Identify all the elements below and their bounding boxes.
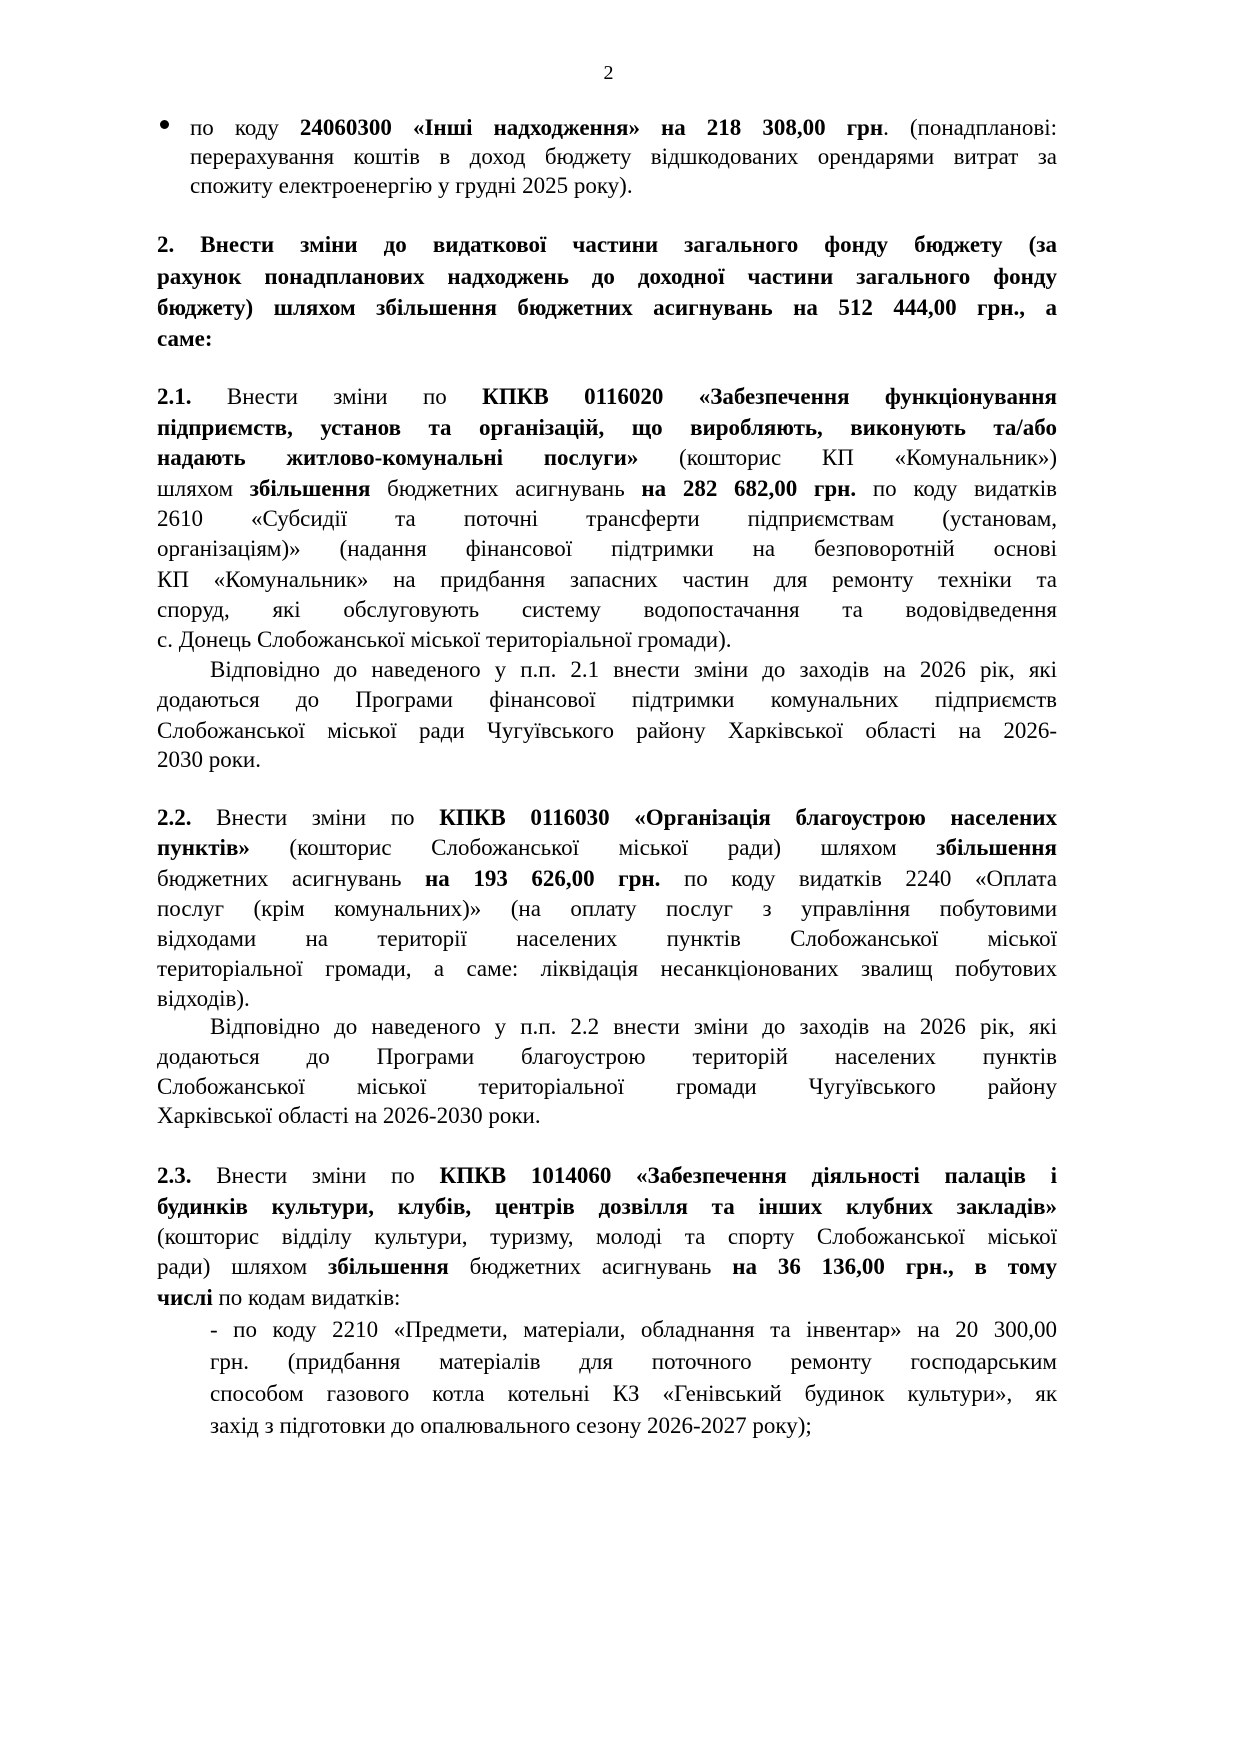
text: бюджетних асигнувань [157, 866, 426, 891]
bold-text: на 193 626,00 грн. [425, 866, 661, 891]
text: організаціям)» (надання фінансової підтримки на безповоротній основі [157, 536, 1057, 561]
text: по кодам видатків: [212, 1285, 401, 1310]
text: територіальної громади, а саме: ліквідація несанкціонованих звалищ побутових [157, 956, 1057, 981]
text: способом газового котла котельні КЗ «Генівський будинок культури», як [210, 1381, 1057, 1406]
bold-text: на 36 136,00 грн., в тому [732, 1254, 1058, 1279]
text: ради) шляхом [157, 1254, 329, 1279]
text-line [210, 1347, 1057, 1377]
text-line [157, 1072, 1057, 1102]
text-line [190, 171, 1057, 201]
text-line [157, 954, 1057, 984]
text: (кошторис КП «Комунальник») [638, 445, 1057, 470]
text-line [157, 864, 1057, 894]
bold-text: 2.3. [157, 1163, 192, 1188]
text: відходів). [157, 986, 250, 1011]
text-line [157, 685, 1057, 715]
text-line [157, 984, 1057, 1014]
bold-text: пунктів» [157, 835, 250, 860]
text: по коду видатків [856, 476, 1057, 501]
bold-text: надають житлово-комунальні послуги» [157, 445, 639, 470]
text: спожиту електроенергію у грудні 2025 року). [190, 173, 633, 198]
text-line [157, 382, 1057, 412]
text-line [157, 1192, 1057, 1222]
text: Слобожанської міської ради Чугуївського району Харківської області на 2026- [157, 718, 1057, 743]
text: по коду [190, 115, 300, 140]
bold-text: збільшення [249, 476, 371, 501]
bold-text: збільшення [936, 835, 1057, 860]
bold-text: збільшення [328, 1254, 449, 1279]
text: . (понадпланові: [883, 115, 1058, 140]
text: Відповідно до наведеного у п.п. 2.1 внести зміни до заходів на 2026 рік, які [210, 657, 1057, 682]
text-line [157, 474, 1057, 504]
text: шляхом [157, 476, 250, 501]
text-line [157, 443, 1057, 473]
text-line [157, 894, 1057, 924]
text: послуг (крім комунальних)» (на оплату послуг з управління побутовими [157, 896, 1057, 921]
text-line [157, 1101, 1057, 1131]
text-line [157, 1252, 1057, 1282]
text-line [190, 113, 1057, 143]
text: Відповідно до наведеного у п.п. 2.2 внести зміни до заходів на 2026 рік, які [210, 1014, 1057, 1039]
text: 2030 роки. [157, 747, 261, 772]
text: Внести зміни по [191, 805, 440, 830]
text-line [210, 1012, 1057, 1042]
text: 2610 «Субсидії та поточні трансферти підприємствам (установам, [157, 506, 1057, 531]
text: бюджетних асигнувань [448, 1254, 733, 1279]
text-line [157, 924, 1057, 954]
bold-text: 2.1. [157, 384, 192, 409]
text-line [157, 625, 1057, 655]
text: Слобожанської міської територіальної громади Чугуївського району [157, 1074, 1057, 1099]
text-line [157, 230, 1057, 260]
text: по коду видатків 2240 «Оплата [660, 866, 1057, 891]
text-line [157, 293, 1057, 323]
bold-text: рахунок понадпланових надходжень до доходної частини загального фонду [157, 264, 1057, 289]
text-line [157, 504, 1057, 534]
text-line [157, 595, 1057, 625]
text-line [157, 1222, 1057, 1252]
text: Внести зміни по [191, 1163, 440, 1188]
bullet-icon [160, 120, 169, 129]
bold-text: будинків культури, клубів, центрів дозвілля та інших клубних закладів» [157, 1194, 1057, 1219]
bold-text: на 282 682,00 грн. [641, 476, 857, 501]
text-line [157, 565, 1057, 595]
text: Внести зміни по [191, 384, 483, 409]
page-number: 2 [603, 62, 614, 84]
text: с. Донець Слобожанської міської територіальної громади). [157, 627, 732, 652]
text-line [157, 716, 1057, 746]
text-line [157, 1283, 1057, 1313]
text: споруд, які обслуговують систему водопостачання та водовідведення [157, 597, 1057, 622]
text: (кошторис відділу культури, туризму, молоді та спорту Слобожанської міської [157, 1224, 1057, 1249]
bold-text: 24060300 «Інші надходження» на 218 308,00 грн [299, 115, 884, 140]
text: - по коду 2210 «Предмети, матеріали, обладнання та інвентар» на 20 300,00 [210, 1317, 1057, 1342]
text-line [210, 655, 1057, 685]
text-line [190, 142, 1057, 172]
bold-text: КПКВ 1014060 «Забезпечення діяльності палаців і [439, 1163, 1057, 1188]
text-line [157, 534, 1057, 564]
text-line [157, 833, 1057, 863]
text: відходами на території населених пунктів Слобожанської міської [157, 926, 1057, 951]
text-line [157, 1042, 1057, 1072]
text: додаються до Програми фінансової підтримки комунальних підприємств [157, 687, 1057, 712]
text-line [210, 1411, 1057, 1441]
text: бюджетних асигнувань [370, 476, 642, 501]
text-line [157, 262, 1057, 292]
text-line [157, 1161, 1057, 1191]
bold-text: КПКВ 0116030 «Організація благоустрою населених [439, 805, 1057, 830]
text-line [157, 413, 1057, 443]
text-line [157, 324, 1057, 354]
bold-text: бюджету) шляхом збільшення бюджетних асигнувань на 512 444,00 грн., а [157, 295, 1057, 320]
bold-text: 2.2. [157, 805, 192, 830]
text: (кошторис Слобожанської міської ради) шляхом [249, 835, 937, 860]
text: КП «Комунальник» на придбання запасних частин для ремонту техніки та [157, 567, 1057, 592]
text: Харківської області на 2026-2030 роки. [157, 1103, 541, 1128]
text: грн. (придбання матеріалів для поточного ремонту господарським [210, 1349, 1057, 1374]
text-line [210, 1315, 1057, 1345]
bold-text: числі [157, 1285, 213, 1310]
text: перерахування коштів в доход бюджету відшкодованих орендарями витрат за [190, 144, 1057, 169]
bold-text: саме: [157, 326, 213, 351]
text: захід з підготовки до опалювального сезону 2026-2027 року); [210, 1413, 812, 1438]
text-line [157, 803, 1057, 833]
bold-text: підприємств, установ та організацій, що виробляють, виконують та/або [157, 415, 1057, 440]
text-line [157, 745, 1057, 775]
text-line [210, 1379, 1057, 1409]
bold-text: 2. Внести зміни до видаткової частини загального фонду бюджету (за [157, 232, 1057, 257]
bold-text: КПКВ 0116020 «Забезпечення функціонування [482, 384, 1057, 409]
text: додаються до Програми благоустрою територій населених пунктів [157, 1044, 1057, 1069]
